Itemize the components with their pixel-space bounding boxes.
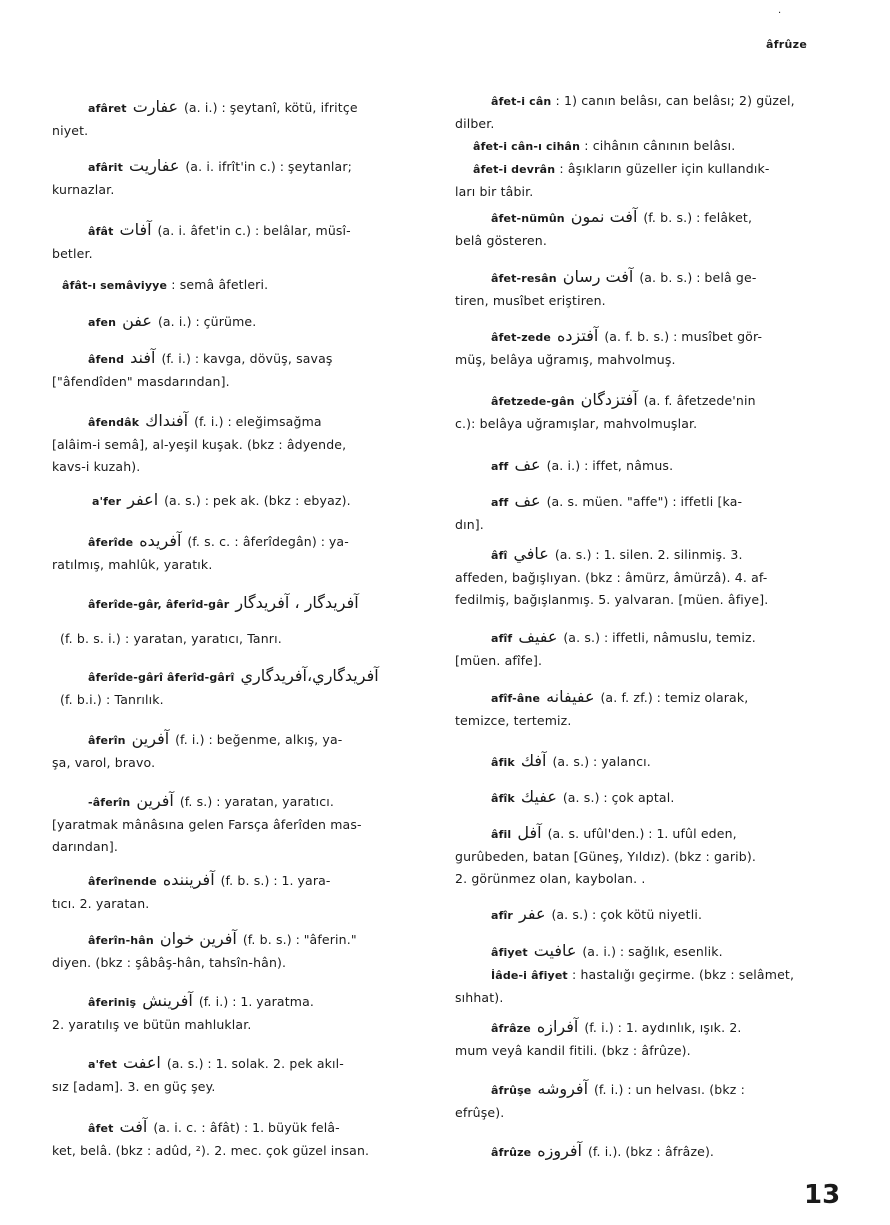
entry-line — [455, 1078, 835, 1102]
entry-line — [52, 752, 430, 774]
entry-line — [52, 628, 430, 650]
arabic-script: عفيك — [520, 787, 557, 806]
entry-line — [455, 846, 835, 868]
dictionary-entry — [52, 1116, 430, 1162]
definition: (a. i. c. : âfât) : 1. büyük felâ- — [153, 1120, 340, 1135]
arabic-script: آفرينش — [142, 991, 193, 1010]
definition-continuation: sız [adam]. 3. en güç şey. — [52, 1079, 216, 1094]
entry-line — [455, 454, 835, 478]
entry-line — [52, 554, 430, 576]
headword: âfetzede-gân — [491, 395, 575, 408]
definition: (a. s.) : 1. silen. 2. silinmiş. 3. — [554, 547, 743, 562]
entry-line — [52, 990, 430, 1014]
definition-continuation: affeden, bağışlıyan. (bkz : âmürz, âmürzâ). 4. af- — [455, 570, 768, 585]
headword: âferîn-hân — [88, 934, 154, 947]
definition-continuation: tıcı. 2. yaratan. — [52, 896, 150, 911]
entry-line — [52, 814, 430, 836]
entry-line — [52, 155, 430, 179]
definition: (a. i. âfet'in c.) : belâlar, müsî- — [157, 223, 351, 238]
entry-line — [52, 120, 430, 142]
dictionary-entry — [52, 530, 430, 576]
entry-line — [52, 1052, 430, 1076]
entry-line — [455, 868, 835, 890]
definition: : 1) canın belâsı, can belâsı; 2) güzel, — [551, 93, 795, 108]
definition-continuation: sıhhat). — [455, 990, 504, 1005]
definition: (a. f. âfetzede'nin — [643, 393, 756, 408]
entry-line — [52, 952, 430, 974]
arabic-script: عافي — [513, 544, 549, 563]
definition: (a. s.) : 1. solak. 2. pek akıl- — [166, 1056, 344, 1071]
definition-continuation: şa, varol, bravo. — [52, 755, 156, 770]
definition: (a. i. ifrît'in c.) : şeytanlar; — [185, 159, 352, 174]
dictionary-entry — [455, 1078, 835, 1124]
headword: âferîn — [88, 734, 126, 747]
definition-continuation: tiren, musîbet eriştiren. — [455, 293, 606, 308]
definition-continuation: betler. — [52, 246, 93, 261]
definition-continuation: fedilmiş, bağışlanmış. 5. yalvaran. [müen. âfiye]. — [455, 592, 769, 607]
headword: âferiniş — [88, 996, 137, 1009]
arabic-script: آفرين — [136, 791, 174, 810]
entry-line — [52, 434, 430, 456]
headword: âfendâk — [88, 416, 140, 429]
headword: âfât-ı semâviyye — [62, 279, 168, 292]
definition: (f. i.) : 1. yaratma. — [198, 994, 315, 1009]
definition: : âşıkların güzeller için kullandık- — [555, 161, 770, 176]
dictionary-entry — [52, 592, 430, 616]
headword: âfet-i cân-ı cihân — [473, 140, 581, 153]
dictionary-entry — [455, 626, 835, 672]
definition: : cihânın cânının belâsı. — [580, 138, 736, 153]
dictionary-entry — [52, 219, 430, 265]
arabic-script: آفريدگاري،آفريدگاري — [240, 666, 379, 685]
dictionary-entry — [52, 628, 430, 650]
headword: âfet-i devrân — [473, 163, 556, 176]
headword: âfet-resân — [491, 272, 557, 285]
arabic-script: اعفر — [127, 490, 159, 509]
entry-line — [455, 940, 835, 964]
definition-continuation: [yaratmak mânâsına gelen Farsça âferîden mas- — [52, 817, 362, 832]
headword: âfrûşe — [491, 1084, 532, 1097]
definition: (a. s.) : çok aptal. — [562, 790, 675, 805]
definition: (f. b. s.) : "âferin." — [242, 932, 357, 947]
dictionary-entry — [455, 206, 835, 252]
arabic-script: عفيف — [518, 627, 558, 646]
entry-line — [455, 266, 835, 290]
entry-line — [455, 206, 835, 230]
dictionary-entry — [52, 489, 430, 513]
arabic-script: عفارت — [132, 97, 178, 116]
definition: (f. s. c. : âferîdegân) : ya- — [187, 534, 349, 549]
definition: (f. b. s.) : 1. yara- — [220, 873, 331, 888]
definition: (f. i.) : kavga, dövüş, savaş — [161, 351, 333, 366]
headword: afârit — [88, 161, 123, 174]
entry-line — [52, 728, 430, 752]
definition-continuation: temizce, tertemiz. — [455, 713, 572, 728]
entry-line — [52, 219, 430, 243]
definition-continuation: (f. b.i.) : Tanrılık. — [60, 692, 164, 707]
dictionary-entry — [52, 665, 430, 711]
headword: âferîde-gârî âferîd-gârî — [88, 671, 235, 684]
dictionary-entry — [52, 928, 430, 974]
entry-line — [455, 686, 835, 710]
headword: afîr — [491, 909, 514, 922]
entry-line — [455, 113, 835, 135]
entry-line — [455, 589, 835, 611]
definition: (a. s.) : yalancı. — [552, 754, 651, 769]
arabic-script: اعفت — [123, 1053, 161, 1072]
entry-line — [455, 903, 835, 927]
dictionary-entry — [52, 410, 430, 478]
definition: (a. s.) : iffetli, nâmuslu, temiz. — [563, 630, 756, 645]
arabic-script: آفنداك — [145, 411, 189, 430]
dictionary-entry — [52, 869, 430, 915]
entry-line — [455, 1016, 835, 1040]
definition-continuation: 2. görünmez olan, kaybolan. . — [455, 871, 646, 886]
dictionary-entry — [455, 786, 835, 810]
entry-line — [455, 710, 835, 732]
entry-line — [455, 786, 835, 810]
definition: (f. b. s.) : felâket, — [643, 210, 753, 225]
entry-line — [52, 310, 430, 334]
definition-continuation: darından]. — [52, 839, 118, 854]
entry-line — [52, 347, 430, 371]
dictionary-entry — [455, 266, 835, 312]
entry-line — [455, 1102, 835, 1124]
entry-line — [455, 349, 835, 371]
definition: (f. i.) : un helvası. (bkz : — [594, 1082, 745, 1097]
entry-line — [52, 1140, 430, 1162]
arabic-script: آفروزه — [537, 1141, 582, 1160]
definition: (a. i.) : sağlık, esenlik. — [582, 944, 723, 959]
definition-continuation: (f. b. s. i.) : yaratan, yaratıcı, Tanrı. — [60, 631, 282, 646]
headword: âfil — [491, 828, 512, 841]
dictionary-entry — [52, 96, 430, 142]
headword: afîf-âne — [491, 692, 541, 705]
definition-continuation: diyen. (bkz : şâbâş-hân, tahsîn-hân). — [52, 955, 287, 970]
arabic-script: آفك — [520, 751, 547, 770]
entry-line — [52, 689, 430, 711]
entry-line — [455, 230, 835, 252]
entry-line — [52, 243, 430, 265]
entry-line — [52, 489, 430, 513]
definition: : semâ âfetleri. — [167, 277, 269, 292]
entry-line — [455, 650, 835, 672]
definition-continuation: 2. yaratılış ve bütün mahluklar. — [52, 1017, 252, 1032]
arabic-script: آفل — [517, 823, 542, 842]
dictionary-entry — [52, 990, 430, 1036]
headword: âfend — [88, 353, 125, 366]
dictionary-entry — [52, 274, 430, 297]
dictionary-entry — [52, 310, 430, 334]
headword: âfet — [88, 1122, 114, 1135]
dictionary-entry — [455, 686, 835, 732]
entry-line — [52, 274, 430, 297]
definition-continuation: [alâim-i semâ], al-yeşil kuşak. (bkz : âdyende, — [52, 437, 347, 452]
dictionary-entry — [455, 325, 835, 371]
entry-line — [455, 181, 835, 203]
definition-continuation: belâ gösteren. — [455, 233, 547, 248]
entry-line — [52, 410, 430, 434]
headword: a'fet — [88, 1058, 118, 1071]
headword: aff — [491, 496, 509, 509]
entry-line — [455, 567, 835, 589]
dictionary-entry — [455, 822, 835, 890]
arabic-script: آفات — [119, 220, 152, 239]
arabic-script: آفريننده — [162, 870, 215, 889]
definition: (f. s.) : yaratan, yaratıcı. — [179, 794, 334, 809]
definition: (a. s. müen. "affe") : iffetli [ka- — [546, 494, 743, 509]
entry-line — [455, 389, 835, 413]
entry-line — [455, 290, 835, 312]
entry-line — [455, 325, 835, 349]
definition-continuation: c.): belâya uğramışlar, mahvolmuşlar. — [455, 416, 698, 431]
definition: (a. i.) : iffet, nâmus. — [546, 458, 674, 473]
headword: afen — [88, 316, 117, 329]
definition: : hastalığı geçirme. (bkz : selâmet, — [567, 967, 795, 982]
entry-line — [52, 96, 430, 120]
entry-line — [52, 869, 430, 893]
headword: aff — [491, 460, 509, 473]
headword: âfrûze — [491, 1146, 532, 1159]
dictionary-entry — [455, 389, 835, 435]
arabic-script: عف — [514, 491, 541, 510]
dictionary-entry — [455, 543, 835, 611]
dictionary-entry — [52, 790, 430, 858]
dictionary-entry — [455, 940, 835, 1009]
definition-continuation: kurnazlar. — [52, 182, 115, 197]
arabic-script: آفت — [119, 1117, 148, 1136]
entry-line — [52, 1116, 430, 1140]
headword: âfrâze — [491, 1022, 531, 1035]
arabic-script: آفتزدگان — [580, 390, 638, 409]
definition: (f. i.) : 1. aydınlık, ışık. 2. — [584, 1020, 742, 1035]
entry-line — [52, 179, 430, 201]
headword: âferîde-gâr, âferîd-gâr — [88, 598, 230, 611]
definition-continuation: ket, belâ. (bkz : adûd, ²). 2. mec. çok güzel insan. — [52, 1143, 370, 1158]
headword: âfiyet — [491, 946, 528, 959]
arabic-script: آفريده — [139, 531, 182, 550]
entry-line — [52, 456, 430, 478]
definition: (a. b. s.) : belâ ge- — [639, 270, 757, 285]
headword: âfât — [88, 225, 114, 238]
entry-line — [455, 987, 835, 1009]
definition-continuation: [müen. afîfe]. — [455, 653, 543, 668]
entry-line — [455, 413, 835, 435]
entry-line — [52, 893, 430, 915]
dictionary-entry — [52, 1052, 430, 1098]
dictionary-entry — [455, 1016, 835, 1062]
dictionary-entry — [52, 155, 430, 201]
headword: âfîk — [491, 792, 515, 805]
entry-line — [455, 158, 835, 181]
entry-line — [52, 1014, 430, 1036]
entry-line — [52, 371, 430, 393]
headword: İâde-i âfiyet — [491, 969, 568, 982]
headword: âfik — [491, 756, 515, 769]
headword: âfet-i cân — [491, 95, 552, 108]
arabic-script: آفند — [130, 348, 156, 367]
definition-continuation: kavs-i kuzah). — [52, 459, 141, 474]
definition-continuation: ları bir tâbir. — [455, 184, 534, 199]
arabic-script: آفت رسان — [562, 267, 634, 286]
entry-line — [52, 1076, 430, 1098]
entry-line — [455, 90, 835, 113]
guide-word: âfrûze — [766, 38, 808, 51]
definition: (a. f. zf.) : temiz olarak, — [600, 690, 749, 705]
entry-line — [455, 626, 835, 650]
entry-line — [455, 514, 835, 536]
entry-line — [455, 750, 835, 774]
headword: âfet-zede — [491, 331, 552, 344]
definition-continuation: niyet. — [52, 123, 89, 138]
arabic-script: آفت نمون — [570, 207, 638, 226]
entry-line — [52, 836, 430, 858]
arabic-script: آفريدگار ، آفريدگار — [235, 593, 359, 612]
arabic-script: آفرازه — [536, 1017, 579, 1036]
definition-continuation: ["âfendîden" masdarından]. — [52, 374, 230, 389]
arabic-script: آفرين خوان — [159, 929, 237, 948]
entry-line — [455, 490, 835, 514]
entry-line — [52, 665, 430, 689]
definition: (f. i.) : beğenme, alkış, ya- — [175, 732, 343, 747]
arabic-script: عف — [514, 455, 541, 474]
entry-line — [455, 1040, 835, 1062]
arabic-script: عافيت — [533, 941, 577, 960]
definition: (a. i.) : çürüme. — [157, 314, 257, 329]
definition: (f. i.) : eleğimsağma — [194, 414, 322, 429]
headword: âfî — [491, 549, 508, 562]
speck: · — [778, 8, 782, 19]
headword: a'fer — [92, 495, 122, 508]
arabic-script: عفيفانه — [546, 687, 595, 706]
arabic-script: عفر — [519, 904, 546, 923]
entry-line — [455, 822, 835, 846]
headword: âferîde — [88, 536, 134, 549]
entry-line — [52, 592, 430, 616]
arabic-script: آفرين — [131, 729, 170, 748]
definition: (f. i.). (bkz : âfrâze). — [588, 1144, 714, 1159]
headword: -âferîn — [88, 796, 131, 809]
definition: (a. s.) : çok kötü niyetli. — [551, 907, 703, 922]
arabic-script: عفاريت — [129, 156, 180, 175]
entry-line — [455, 543, 835, 567]
headword: âfet-nümûn — [491, 212, 565, 225]
definition-continuation: dın]. — [455, 517, 484, 532]
definition-continuation: dilber. — [455, 116, 495, 131]
definition: (a. s.) : pek ak. (bkz : ebyaz). — [164, 493, 351, 508]
headword: afâret — [88, 102, 127, 115]
page-number: 13 — [804, 1180, 841, 1210]
entry-line — [52, 530, 430, 554]
dictionary-entry — [455, 1140, 835, 1164]
arabic-script: عفن — [122, 311, 152, 330]
definition-continuation: ratılmış, mahlûk, yaratık. — [52, 557, 213, 572]
definition: (a. s. ufûl'den.) : 1. ufûl eden, — [547, 826, 737, 841]
entry-line — [455, 964, 835, 987]
arabic-script: آفتزده — [557, 326, 599, 345]
definition: (a. i.) : şeytanî, kötü, ifritçe — [184, 100, 358, 115]
dictionary-entry — [52, 347, 430, 393]
dictionary-entry — [52, 728, 430, 774]
headword: âferînende — [88, 875, 157, 888]
entry-line — [52, 790, 430, 814]
definition-continuation: mum veyâ kandil fitili. (bkz : âfrûze). — [455, 1043, 691, 1058]
dictionary-entry — [455, 454, 835, 478]
dictionary-entry — [455, 750, 835, 774]
entry-line — [455, 1140, 835, 1164]
entry-line — [455, 135, 835, 158]
dictionary-entry — [455, 903, 835, 927]
definition-continuation: müş, belâya uğramış, mahvolmuş. — [455, 352, 676, 367]
arabic-script: آفروشه — [537, 1079, 589, 1098]
definition: (a. f. b. s.) : musîbet gör- — [604, 329, 763, 344]
dictionary-entry — [455, 90, 835, 203]
headword: afîf — [491, 632, 513, 645]
entry-line — [52, 928, 430, 952]
definition-continuation: efrûşe). — [455, 1105, 505, 1120]
definition-continuation: gurûbeden, batan [Güneş, Yıldız). (bkz : garib). — [455, 849, 756, 864]
dictionary-entry — [455, 490, 835, 536]
